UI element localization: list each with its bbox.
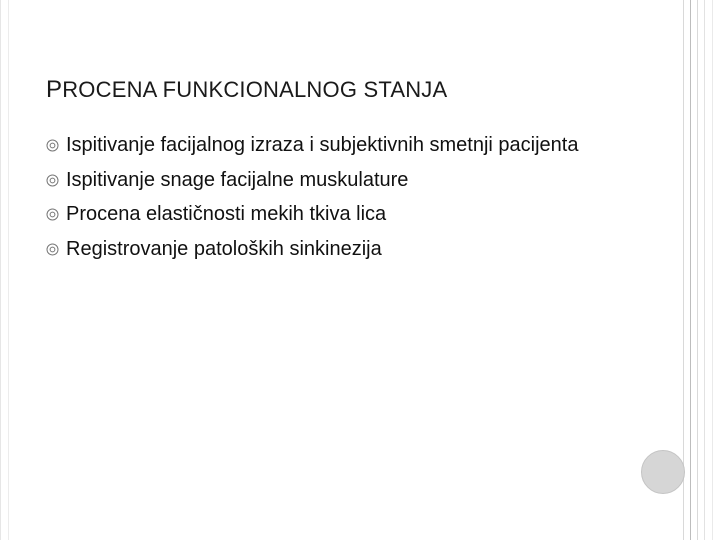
right-frame-line	[690, 0, 691, 540]
bullet-text: Registrovanje patoloških sinkinezija	[66, 237, 382, 260]
bullet-text: Ispitivanje facijalnog izraza i subjektivnih smetnji pacijenta	[66, 134, 579, 156]
bullet-item	[46, 169, 646, 193]
left-frame-line	[8, 0, 9, 540]
bullet-item	[46, 238, 646, 262]
bullet-list	[46, 134, 646, 272]
sun-bullet-icon	[46, 139, 59, 152]
sun-bullet-icon	[46, 243, 59, 256]
sun-bullet-icon	[46, 174, 59, 187]
right-frame-line	[704, 0, 705, 540]
bullet-item	[46, 134, 646, 158]
bullet-item	[46, 203, 646, 227]
bullet-text: Procena elastičnosti mekih tkiva lica	[66, 203, 387, 225]
right-frame-line	[712, 0, 713, 540]
slide-title-first-letter: P	[46, 76, 63, 103]
slide-title-rest: ROCENA FUNKCIONALNOG STANJA	[62, 77, 448, 102]
decorative-circle	[641, 450, 685, 494]
right-frame-line	[683, 0, 684, 540]
sun-bullet-icon	[46, 208, 59, 221]
left-frame-line	[0, 0, 1, 540]
slide-title	[46, 76, 447, 104]
bullet-text: Ispitivanje snage facijalne muskulature	[66, 168, 409, 191]
right-frame-line	[697, 0, 698, 540]
